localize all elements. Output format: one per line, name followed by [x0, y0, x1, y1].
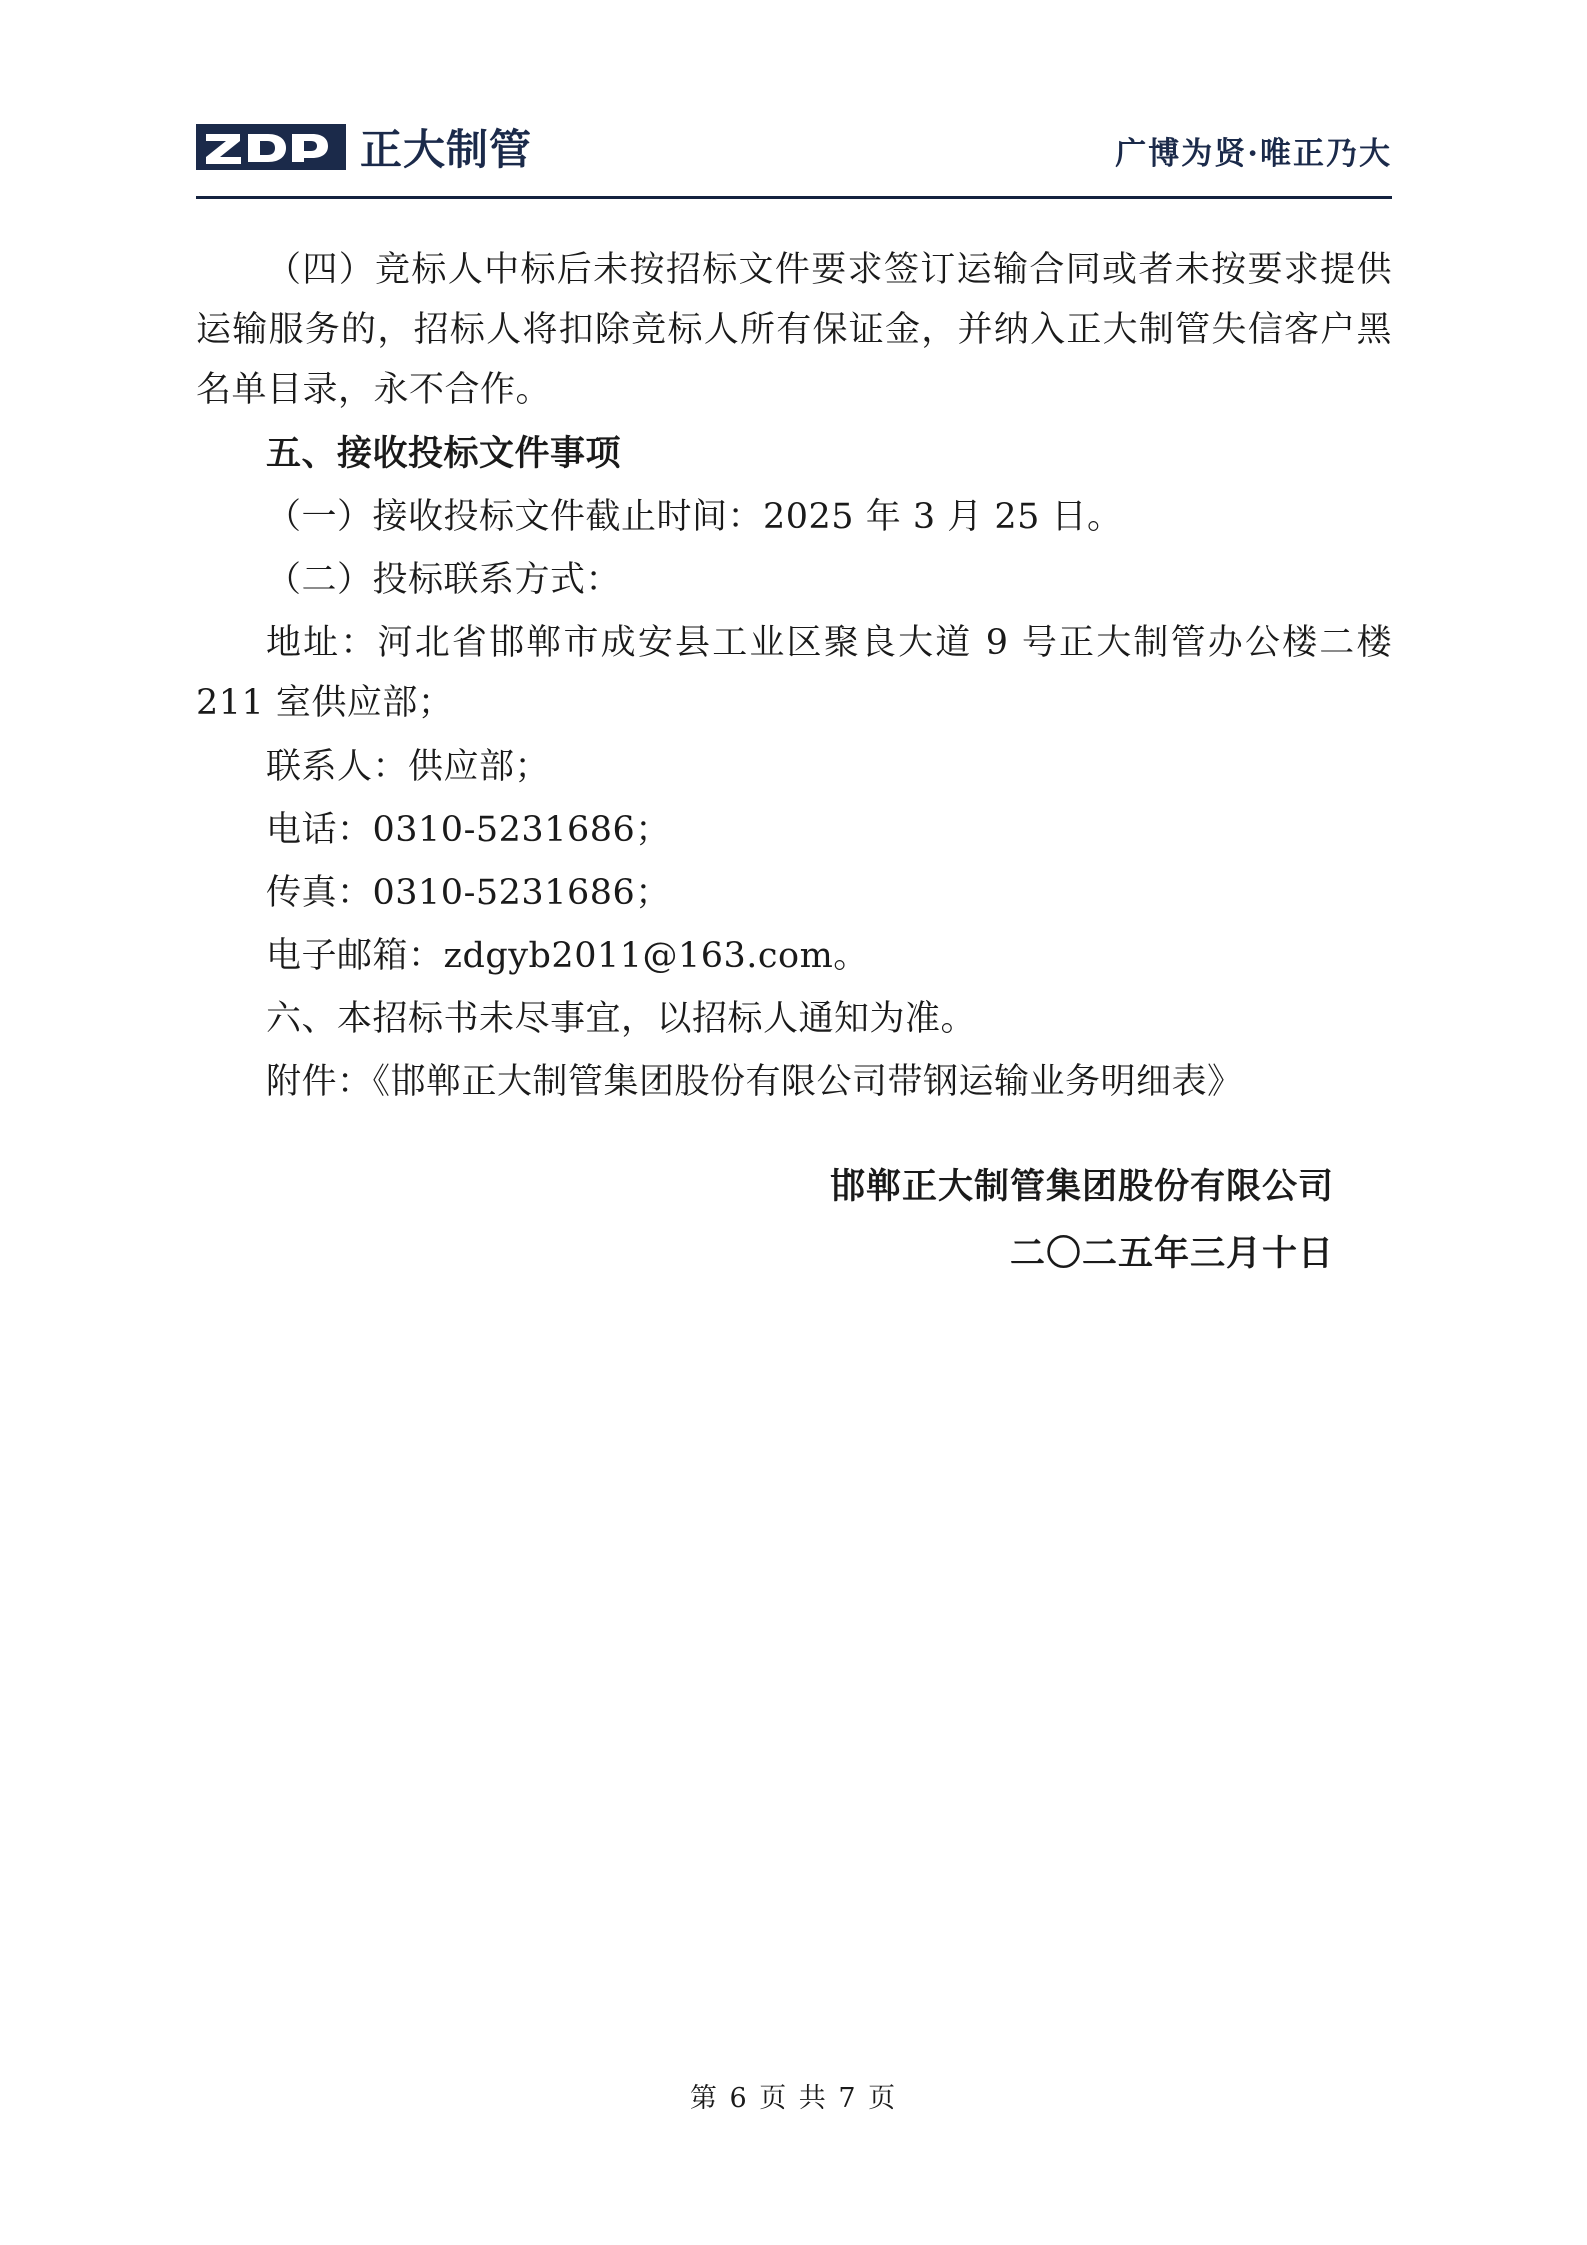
- section-five-item-two: （二）投标联系方式：: [266, 559, 622, 600]
- header-divider: [196, 196, 1392, 199]
- clause-four-paragraph: （四）竞标人中标后未按招标文件要求签订运输合同或者未按要求提供运输服务的，招标人将扣除竞标人所有保证金，并纳入正大制管失信客户黑名单目录，永不合作。: [196, 250, 1392, 411]
- zdp-logo-icon: [196, 120, 346, 180]
- logo-company-name: 正大制管: [360, 125, 533, 174]
- signature-company: 邯郸正大制管集团股份有限公司: [829, 1165, 1334, 1207]
- attachment-paragraph: 附件：《邯郸正大制管集团股份有限公司带钢运输业务明细表》: [266, 1062, 1243, 1103]
- contact-fax: 传真：0310-5231686；: [266, 872, 671, 913]
- section-five-item-one: （一）接收投标文件截止时间：2025 年 3 月 25 日。: [266, 496, 1123, 537]
- section-six-paragraph: 六、本招标书未尽事宜，以招标人通知为准。: [266, 999, 977, 1040]
- signature-date: 二〇二五年三月十日: [1009, 1233, 1334, 1275]
- company-logo: [196, 120, 532, 180]
- contact-email: 电子邮箱：zdgyb2011@163.com。: [266, 936, 869, 977]
- company-slogan: 广博为贤·唯正乃大: [1115, 135, 1392, 172]
- page-footer: [0, 2076, 1587, 2115]
- signature-block: [196, 1157, 1392, 1284]
- page-number: 第 6 页 共 7 页: [689, 2083, 898, 2114]
- contact-person: 联系人：供应部；: [266, 746, 551, 787]
- contact-address: 地址：河北省邯郸市成安县工业区聚良大道 9 号正大制管办公楼二楼 211 室供应部；: [196, 623, 1392, 724]
- document-header: [196, 110, 1392, 190]
- document-body: [196, 240, 1392, 1292]
- section-five-title: 五、接收投标文件事项: [266, 432, 622, 474]
- contact-telephone: 电话：0310-5231686；: [266, 809, 671, 850]
